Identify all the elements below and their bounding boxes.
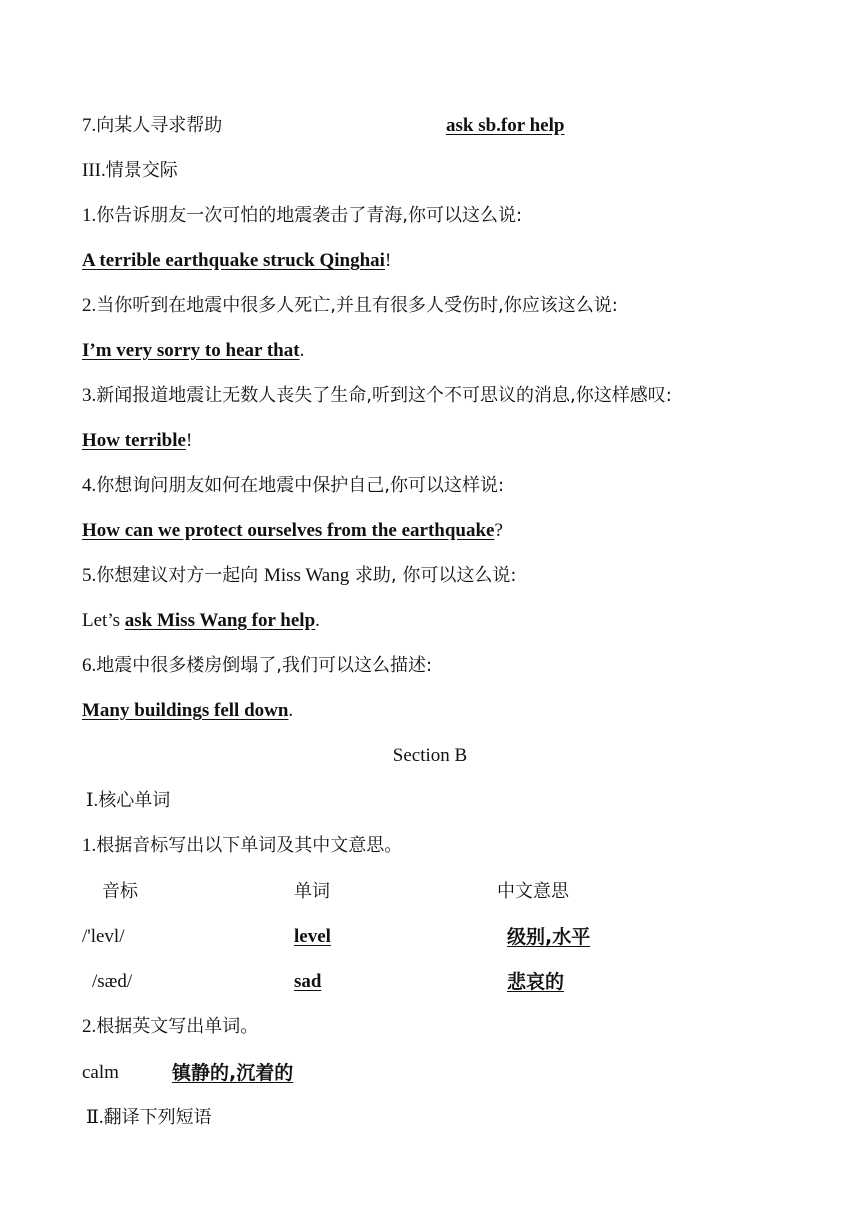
answer-5-punct: . <box>315 610 320 631</box>
header-meaning: 中文意思 <box>497 881 569 902</box>
answer-2-punct: . <box>299 340 305 361</box>
answer-1 <box>82 249 391 273</box>
question-3-text: 新闻报道地震让无数人丧失了生命,听到这个不可思议的消息,你这样感叹: <box>96 385 672 406</box>
answer-4 <box>82 519 503 543</box>
row-1-phonetic: /'levl/ <box>82 926 125 947</box>
question-5-text-b: 求助, 你可以这么说: <box>349 565 517 586</box>
header-phonetic: 音标 <box>102 881 138 902</box>
question-3 <box>82 384 672 408</box>
item-7-prompt: 向某人寻求帮助 <box>96 115 223 136</box>
answer-3-text: How terrible <box>82 430 186 451</box>
section-3-title: 情景交际 <box>105 160 178 181</box>
answer-1-text: A terrible earthquake struck Qinghai <box>82 250 385 271</box>
answer-5-lead: Let’s <box>82 610 125 631</box>
answer-5 <box>82 609 320 633</box>
row-2-phonetic: /sæd/ <box>92 971 133 992</box>
task-2 <box>82 1015 258 1039</box>
task-1-number: 1. <box>82 835 97 856</box>
header-word: 单词 <box>294 881 330 902</box>
section-b-heading: Section B <box>392 745 468 766</box>
task-2-number: 2. <box>82 1016 97 1037</box>
question-5 <box>82 564 516 588</box>
question-2 <box>82 294 618 318</box>
question-5-number: 5. <box>82 565 97 586</box>
row-1-meaning: 级别,水平 <box>507 926 591 948</box>
core-roman: Ⅰ. <box>86 790 99 811</box>
calm-word: calm <box>82 1062 119 1083</box>
answer-6-punct: . <box>288 700 294 721</box>
question-6-number: 6. <box>82 655 97 676</box>
question-1-number: 1. <box>82 205 97 226</box>
core-words-heading <box>86 789 170 813</box>
answer-2 <box>82 339 304 363</box>
section-2-title: 翻译下列短语 <box>103 1107 212 1128</box>
row-2-word: sad <box>294 971 322 992</box>
answer-6-text: Many buildings fell down <box>82 700 289 721</box>
question-6 <box>82 654 432 678</box>
question-2-text: 当你听到在地震中很多人死亡,并且有很多人受伤时,你应该这么说: <box>96 295 618 316</box>
task-2-text: 根据英文写出单词。 <box>96 1016 259 1037</box>
section-2-roman: Ⅱ. <box>86 1107 104 1128</box>
question-4-number: 4. <box>82 475 97 496</box>
answer-4-punct: ? <box>494 520 503 541</box>
item-7 <box>82 114 222 138</box>
item-7-number: 7. <box>82 115 97 136</box>
item-7-answer: ask sb.for help <box>446 115 565 136</box>
question-1 <box>82 204 522 228</box>
task-1 <box>82 834 402 858</box>
answer-3 <box>82 429 192 453</box>
question-5-name: Miss Wang <box>263 565 350 586</box>
answer-1-punct: ! <box>384 250 392 271</box>
question-5-text-a: 你想建议对方一起向 <box>96 565 264 586</box>
answer-6 <box>82 699 293 723</box>
question-2-number: 2. <box>82 295 97 316</box>
question-4-text: 你想询问朋友如何在地震中保护自己,你可以这样说: <box>96 475 505 496</box>
question-3-number: 3. <box>82 385 97 406</box>
row-1-word: level <box>294 926 331 947</box>
task-1-text: 根据音标写出以下单词及其中文意思。 <box>96 835 403 856</box>
question-4 <box>82 474 504 498</box>
core-title: 核心单词 <box>98 790 171 811</box>
answer-4-text: How can we protect ourselves from the earthquake <box>82 520 495 541</box>
answer-2-text: I’m very sorry to hear that <box>82 340 300 361</box>
question-6-text: 地震中很多楼房倒塌了,我们可以这么描述: <box>96 655 433 676</box>
calm-meaning: 镇静的,沉着的 <box>172 1062 294 1084</box>
answer-3-punct: ! <box>185 430 193 451</box>
question-1-text: 你告诉朋友一次可怕的地震袭击了青海,你可以这么说: <box>96 205 523 226</box>
answer-5-text: ask Miss Wang for help <box>124 610 316 631</box>
section-3-roman: III. <box>82 160 106 181</box>
row-2-meaning: 悲哀的 <box>507 971 565 993</box>
section-3-heading <box>82 159 178 183</box>
section-2-heading <box>86 1106 212 1130</box>
